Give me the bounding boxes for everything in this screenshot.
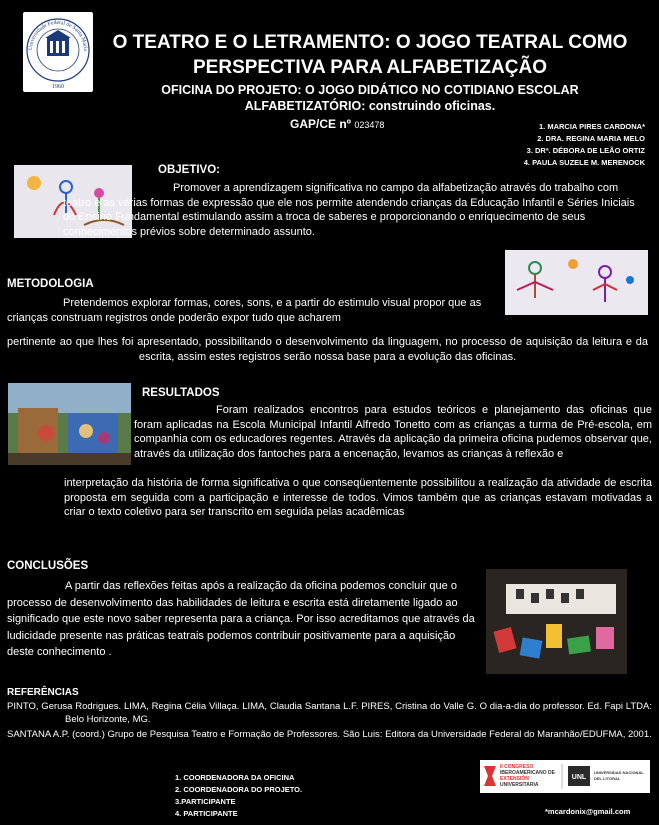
author-item: 4. PAULA SUZELE M. MERENOCK — [523, 158, 645, 167]
unl-logo-line-2: DEL LITORAL — [594, 776, 621, 781]
metodologia-text-b: pertinente ao que lhes foi apresentado, possibilitando o desenvolvimento da linguagem, no processo de aquisição da leitura e da escrita, assim estes registros serão nossa base para a evolução das oficinas. — [7, 336, 648, 363]
conclusoes-text: A partir das reflexões feitas após a realização da oficina podemos concluir que o processo de desenvolvimento das habilidades de leitura e escrita está diretamente ligado ao significado que este novo saber representa para a criança. Por isso acreditamos que através da ludicidade presente nas práticas teatrais podemos contribuir positivamente para a aquisição deste conhecimento . — [7, 580, 475, 658]
author-item: 2. DRA. REGINA MARIA MELO — [537, 134, 645, 143]
university-seal — [23, 12, 93, 92]
gap-number: 023478 — [354, 120, 385, 130]
resultados-heading: RESULTADOS — [142, 387, 220, 399]
roles-list — [175, 772, 302, 820]
gap-label: GAP/CE nº — [290, 117, 352, 131]
role-item: 4. PARTICIPANTE — [175, 809, 238, 818]
author-item: 1. MARCIA PIRES CARDONA* — [539, 122, 645, 131]
gap-code — [290, 117, 384, 131]
project-subtitle — [130, 82, 610, 114]
congress-logo — [484, 764, 556, 788]
reference-item: SANTANA A.P. (coord.) Grupo de Pesquisa Teatro e Formação de Professores. São Luis: Editora da Universidade Federal do Maranhão/EDUFMA, 2001. — [7, 729, 652, 740]
congress-logo-line-3: EXTENSIÓN — [500, 776, 529, 782]
resultados-text-b: interpretação da história de forma significativa o que conseqüentemente possibilitou a realização da atividade de escrita proposta em seguida com a participação e interesse de todos. Vimos também que as crianças estavam motivadas a criar o texto coletivo para ser transcrito em seguida pelas acadêmicas — [64, 477, 652, 518]
author-item: 3. DRª. DÉBORA DE LEÃO ORTIZ — [526, 146, 645, 155]
role-item: 3.PARTICIPANTE — [175, 797, 236, 806]
resultados-text-a: Foram realizados encontros para estudos teóricos e planejamento das oficinas que foram aplicadas na Escola Municipal Infantil Alfredo Tonetto com as crianças a turma de Pré-escola, em companhia com os educadores regentes. Através da aplicação da primeira oficina pudemos observar que, através da utilização dos fantoches para a encenação, levamos as crianças à reflexão e — [134, 404, 652, 460]
objetivo-text: Promover a aprendizagem significativa no campo da alfabetização através do trabalho com teatro e as várias formas de expressão que ele nos permite atendendo crianças da Educação Infantil e Séries Iniciais do Ensino Fundamental estimulando assim a troca de saberes e proporcionando o enriquecimento de seus conhecimentos prévios sobre determinado assunto. — [63, 182, 635, 238]
subtitle-line-1: OFICINA DO PROJETO: O JOGO DIDÁTICO NO COTIDIANO ESCOLAR — [161, 83, 579, 97]
authors-list — [470, 121, 645, 169]
role-item: 2. COORDENADORA DO PROJETO. — [175, 785, 303, 794]
puppet-photo — [8, 383, 131, 465]
metodologia-text-a: Pretendemos explorar formas, cores, sons, e a partir do estimulo visual propor que as crianças construam registros onde poderão expor tudo que acharem — [7, 297, 482, 324]
metodologia-heading: METODOLOGIA — [7, 278, 94, 290]
drawing-photo-2 — [505, 250, 648, 315]
unl-logo — [568, 766, 644, 786]
contact-email: *mcardonix@gmail.com — [545, 807, 631, 816]
seal-year: 1960 — [52, 84, 64, 90]
role-item: 1. COORDENADORA DA OFICINA — [175, 773, 295, 782]
conclusoes-heading: CONCLUSÕES — [7, 560, 89, 572]
poster-title: O TEATRO E O LETRAMENTO: O JOGO TEATRAL COMO PERSPECTIVA PARA ALFABETIZAÇÃO — [112, 32, 628, 78]
unl-logo-abbr: UNL — [571, 774, 587, 781]
reference-item: PINTO, Gerusa Rodrigues. LIMA, Regina Célia Villaça. LIMA, Claudia Santana L.F. PIRES, Cristina do Valle G. O dia-a-dia do professor. Ed. Fapi LTDA: Belo Horizonte, MG. — [7, 701, 652, 725]
congress-logo-line-4: UNIVERSITARIA — [500, 782, 539, 788]
referencias-heading: REFERÊNCIAS — [7, 687, 79, 698]
unl-logo-line-1: UNIVERSIDAD NACIONAL — [594, 770, 644, 775]
letters-photo — [486, 569, 627, 674]
seal-text: Universidade Federal de Santa Maria — [27, 19, 89, 51]
congress-logo-line-2: IBEROAMERICANO DE — [500, 770, 556, 776]
subtitle-line-2: ALFABETIZATÓRIO: construindo oficinas. — [244, 99, 496, 113]
sponsor-logos — [480, 760, 650, 793]
congress-logo-line-1: II CONGRESO — [500, 764, 534, 770]
objetivo-heading: OBJETIVO: — [158, 164, 220, 176]
